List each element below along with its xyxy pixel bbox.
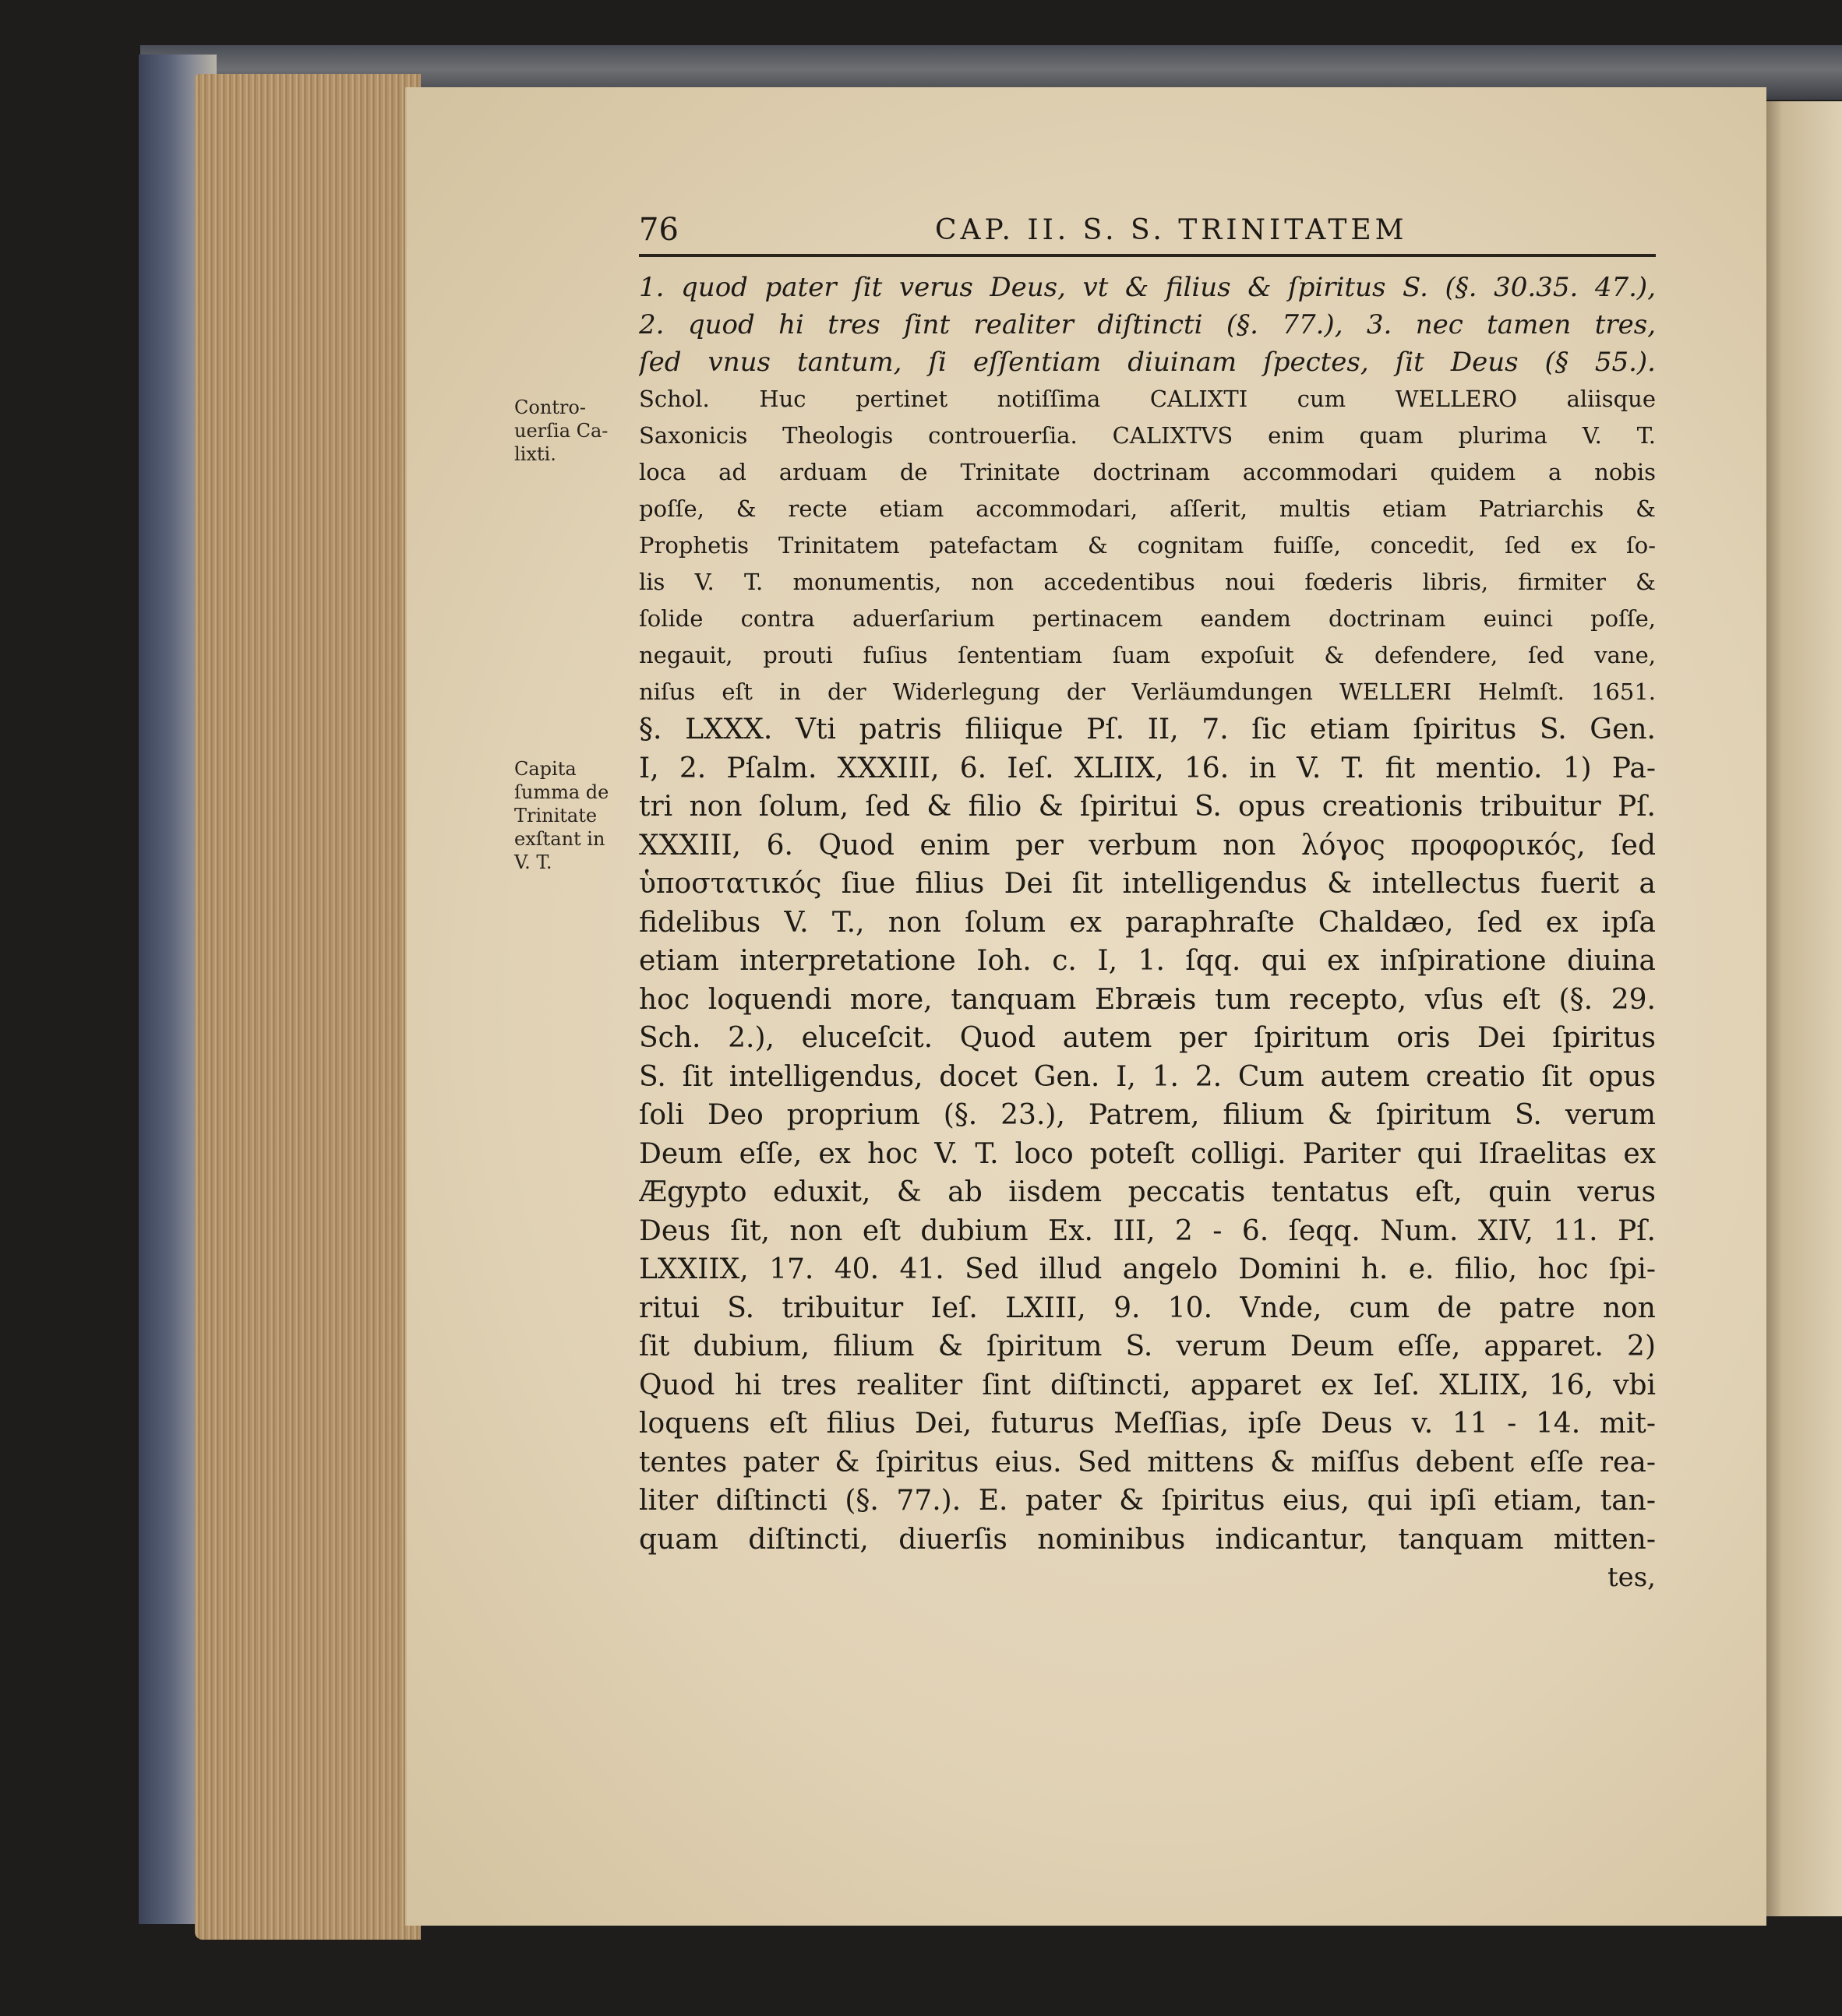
text-line: ὑποστατικός ſiue filius Dei ſit intelligendus & intellectus fuerit a [639, 868, 1656, 900]
text-line: etiam interpretatione Ioh. c. I, 1. ſqq. qui ex inſpiratione diuina [639, 945, 1656, 977]
text-line: Ægypto eduxit, & ab iisdem peccatis tentatus eſt, quin verus [639, 1176, 1656, 1208]
text-line: ritui S. tribuitur Ieſ. LXIII, 9. 10. Vnde, cum de patre non [639, 1292, 1656, 1324]
text-line: Schol. Huc pertinet notiſſima CALIXTI cum WELLERO aliisque [639, 386, 1656, 412]
text-line: Saxonicis Theologis controuerſia. CALIXTVS enim quam plurima V. T. [639, 422, 1656, 449]
text-line: tentes pater & ſpiritus eius. Sed mittens & miſſus debent eſſe rea- [639, 1446, 1656, 1479]
text-line: negauit, prouti fuſius ſententiam ſuam expoſuit & defendere, ſed vane, [639, 642, 1656, 668]
header-rule [639, 254, 1656, 257]
text-line: Prophetis Trinitatem patefactam & cognitam fuiſſe, concedit, ſed ex ſo- [639, 532, 1656, 559]
text-line: I, 2. Pſalm. XXXIII, 6. Ieſ. XLIIX, 16. in V. T. fit mentio. 1) Pa- [639, 752, 1656, 784]
text-line: 1. quod pater ſit verus Deus, vt & filius & ſpiritus S. (§. 30.35. 47.), [639, 272, 1656, 303]
text-line: hoc loquendi more, tanquam Ebræis tum recepto, vſus eſt (§. 29. [639, 983, 1656, 1016]
text-line: loquens eſt filius Dei, futurus Meſſias, ipſe Deus v. 11 - 14. mit- [639, 1408, 1656, 1440]
text-line: loca ad arduam de Trinitate doctrinam accommodari quidem a nobis [639, 459, 1656, 485]
text-line: XXXIII, 6. Quod enim per verbum non λόγος προφορικός, ſed [639, 829, 1656, 862]
text-line: Deum eſſe, ex hoc V. T. loco poteſt colligi. Pariter qui Iſraelitas ex [639, 1137, 1656, 1170]
text-line: lis V. T. monumentis, non accedentibus noui fœderis libris, firmiter & [639, 569, 1656, 595]
page-number: 76 [639, 212, 679, 248]
text-line: Sch. 2.), eluceſcit. Quod autem per ſpiritum oris Dei ſpiritus [639, 1022, 1656, 1054]
text-line: ſed vnus tantum, ſi eſſentiam diuinam ſpectes, ſit Deus (§ 55.). [639, 347, 1656, 378]
text-line: Quod hi tres realiter ſint diſtincti, apparet ex Ieſ. XLIIX, 16, vbi [639, 1369, 1656, 1401]
text-line: fidelibus V. T., non ſolum ex paraphraſte Chaldæo, ſed ex ipſa [639, 906, 1656, 939]
text-line: Deus ſit, non eſt dubium Ex. III, 2 - 6. ſeqq. Num. XIV, 11. Pſ. [639, 1214, 1656, 1247]
text-line: tri non ſolum, ſed & filio & ſpiritui S. opus creationis tribuitur Pſ. [639, 791, 1656, 823]
text-line: LXXIIX, 17. 40. 41. Sed illud angelo Domini h. e. filio, hoc ſpi- [639, 1253, 1656, 1285]
page-header [639, 206, 1656, 253]
text-line: §. LXXX. Vti patris filiique Pſ. II, 7. ſic etiam ſpiritus S. Gen. [639, 714, 1656, 745]
text-line: 2. quod hi tres ſint realiter diſtincti (§. 77.), 3. nec tamen tres, [639, 309, 1656, 340]
facing-page-edge [1763, 101, 1842, 1916]
page-edges [195, 74, 421, 1940]
text-line: quam diſtincti, diuerſis nominibus indicantur, tanquam mitten- [639, 1523, 1656, 1556]
text-line: poſſe, & recte etiam accommodari, aſſerit, multis etiam Patriarchis & [639, 495, 1656, 522]
text-line: ſit dubium, filium & ſpiritum S. verum Deum eſſe, apparet. 2) [639, 1330, 1656, 1362]
margin-note-calixti: Contro- uerſia Ca- lixti. [514, 397, 609, 465]
text-line: ſoli Deo proprium (§. 23.), Patrem, filium & ſpiritum S. verum [639, 1099, 1656, 1131]
margin-note-capita: Capita ſumma de Trinitate exſtant in V. T. [514, 758, 609, 873]
body-text [639, 269, 1656, 1596]
running-title: CAP. II. S. S. TRINITATEM [935, 213, 1408, 246]
text-line: S. ſit intelligendus, docet Gen. I, 1. 2. Cum autem creatio ſit opus [639, 1060, 1656, 1093]
catchword: tes, [1607, 1562, 1656, 1593]
text-line: liter diſtincti (§. 77.). E. pater & ſpiritus eius, qui ipſi etiam, tan- [639, 1485, 1656, 1517]
text-line: niſus eſt in der Widerlegung der Verläumdungen WELLERI Helmſt. 1651. [639, 678, 1656, 705]
text-line: ſolide contra aduerſarium pertinacem eandem doctrinam euinci poſſe, [639, 605, 1656, 632]
